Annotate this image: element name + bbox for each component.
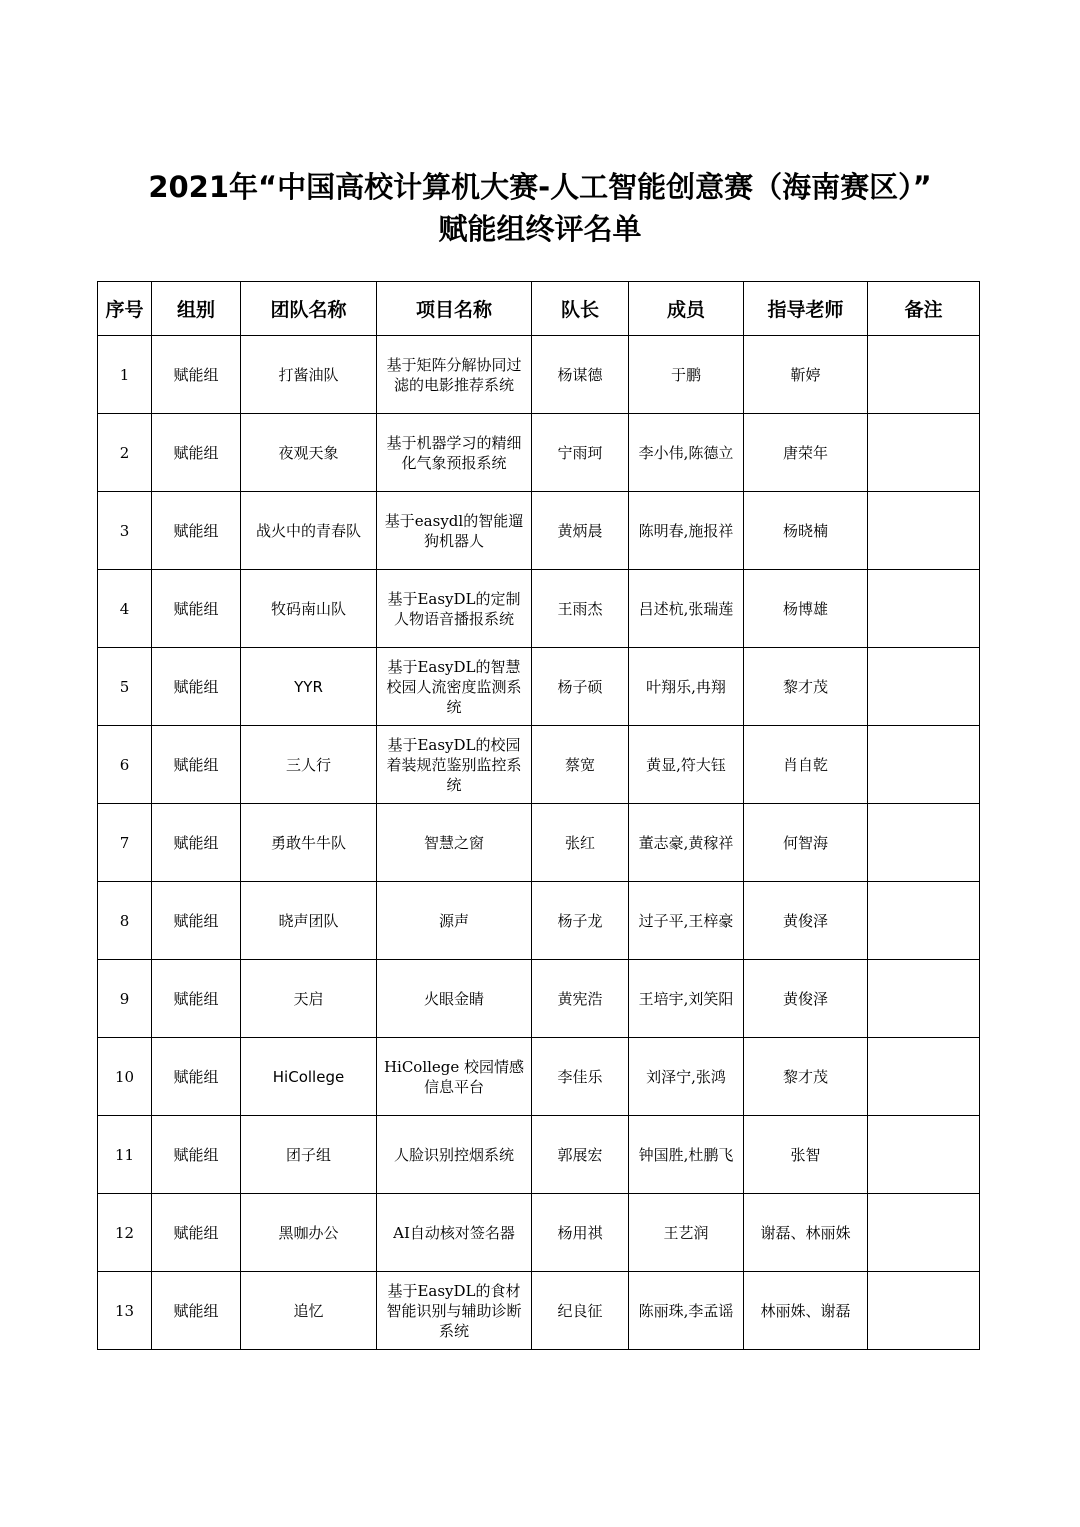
cell-project: 基于矩阵分解协同过滤的电影推荐系统 [377,336,532,414]
table-row [98,414,980,492]
cell-group: 赋能组 [152,570,241,648]
cell-advisor: 杨博雄 [744,570,868,648]
cell-remarks [868,804,980,882]
cell-members: 钟国胜,杜鹏飞 [629,1116,744,1194]
header-group: 组别 [152,282,241,336]
cell-project: 基于机器学习的精细化气象预报系统 [377,414,532,492]
header-seq: 序号 [98,282,152,336]
cell-group: 赋能组 [152,726,241,804]
cell-remarks [868,882,980,960]
table-row [98,882,980,960]
cell-members: 叶翔乐,冉翔 [629,648,744,726]
cell-team: 战火中的青春队 [241,492,377,570]
cell-remarks [868,1038,980,1116]
table-row [98,1116,980,1194]
cell-team: 三人行 [241,726,377,804]
cell-members: 于鹏 [629,336,744,414]
cell-captain: 黄炳晨 [532,492,629,570]
cell-remarks [868,414,980,492]
table-row [98,570,980,648]
cell-advisor: 张智 [744,1116,868,1194]
cell-seq: 10 [98,1038,152,1116]
cell-seq: 3 [98,492,152,570]
cell-members: 吕述杭,张瑞莲 [629,570,744,648]
cell-captain: 王雨杰 [532,570,629,648]
cell-group: 赋能组 [152,1116,241,1194]
cell-remarks [868,1272,980,1350]
table-row [98,1272,980,1350]
table-row [98,726,980,804]
cell-advisor: 黎才茂 [744,648,868,726]
cell-team: HiCollege [241,1038,377,1116]
header-remarks: 备注 [868,282,980,336]
cell-captain: 宁雨珂 [532,414,629,492]
cell-group: 赋能组 [152,414,241,492]
cell-members: 王培宇,刘笑阳 [629,960,744,1038]
cell-members: 过子平,王梓豪 [629,882,744,960]
cell-project: 基于EasyDL的校园着装规范鉴别监控系统 [377,726,532,804]
cell-captain: 杨子龙 [532,882,629,960]
cell-advisor: 肖自乾 [744,726,868,804]
table-row [98,648,980,726]
cell-project: 基于easydl的智能遛狗机器人 [377,492,532,570]
cell-captain: 杨谋德 [532,336,629,414]
table-row [98,492,980,570]
header-project: 项目名称 [377,282,532,336]
cell-advisor: 唐荣年 [744,414,868,492]
cell-members: 陈丽珠,李孟谣 [629,1272,744,1350]
cell-team: 黑咖办公 [241,1194,377,1272]
cell-project: 火眼金睛 [377,960,532,1038]
cell-remarks [868,648,980,726]
cell-members: 黄显,符大钰 [629,726,744,804]
cell-members: 刘泽宁,张鸿 [629,1038,744,1116]
cell-team: 追忆 [241,1272,377,1350]
cell-captain: 李佳乐 [532,1038,629,1116]
cell-seq: 1 [98,336,152,414]
cell-remarks [868,1194,980,1272]
cell-team: 夜观天象 [241,414,377,492]
cell-advisor: 林丽姝、谢磊 [744,1272,868,1350]
cell-advisor: 杨晓楠 [744,492,868,570]
cell-team: 勇敢牛牛队 [241,804,377,882]
table-row [98,804,980,882]
cell-remarks [868,336,980,414]
cell-group: 赋能组 [152,882,241,960]
cell-captain: 郭展宏 [532,1116,629,1194]
page-subtitle: 赋能组终评名单 [438,212,642,246]
page-title: 2021年“中国高校计算机大赛-人工智能创意赛（海南赛区）” [148,170,932,204]
cell-advisor: 靳婷 [744,336,868,414]
cell-captain: 杨子硕 [532,648,629,726]
cell-remarks [868,726,980,804]
cell-team: 牧码南山队 [241,570,377,648]
table-row [98,1194,980,1272]
table-row [98,960,980,1038]
cell-group: 赋能组 [152,336,241,414]
cell-project: 基于EasyDL的智慧校园人流密度监测系统 [377,648,532,726]
cell-project: 人脸识别控烟系统 [377,1116,532,1194]
table-row [98,1038,980,1116]
cell-team: YYR [241,648,377,726]
cell-members: 陈明春,施报祥 [629,492,744,570]
cell-remarks [868,570,980,648]
cell-remarks [868,1116,980,1194]
cell-group: 赋能组 [152,492,241,570]
cell-seq: 11 [98,1116,152,1194]
cell-seq: 13 [98,1272,152,1350]
cell-seq: 12 [98,1194,152,1272]
cell-advisor: 黄俊泽 [744,882,868,960]
header-advisor: 指导老师 [744,282,868,336]
cell-seq: 7 [98,804,152,882]
cell-advisor: 黎才茂 [744,1038,868,1116]
table-header-row [98,282,980,336]
roster-table [97,281,980,1350]
cell-members: 李小伟,陈德立 [629,414,744,492]
cell-advisor: 黄俊泽 [744,960,868,1038]
cell-members: 董志豪,黄稼祥 [629,804,744,882]
cell-project: HiCollege 校园情感信息平台 [377,1038,532,1116]
cell-team: 打酱油队 [241,336,377,414]
header-team: 团队名称 [241,282,377,336]
cell-captain: 蔡宽 [532,726,629,804]
cell-captain: 杨用祺 [532,1194,629,1272]
cell-group: 赋能组 [152,804,241,882]
cell-group: 赋能组 [152,648,241,726]
cell-captain: 张红 [532,804,629,882]
cell-captain: 纪良征 [532,1272,629,1350]
cell-seq: 8 [98,882,152,960]
table-row [98,336,980,414]
cell-team: 晓声团队 [241,882,377,960]
cell-project: 源声 [377,882,532,960]
table-body [98,336,980,1350]
cell-team: 团子组 [241,1116,377,1194]
cell-seq: 9 [98,960,152,1038]
cell-advisor: 谢磊、林丽姝 [744,1194,868,1272]
cell-seq: 6 [98,726,152,804]
cell-project: AI自动核对签名器 [377,1194,532,1272]
cell-seq: 5 [98,648,152,726]
cell-group: 赋能组 [152,960,241,1038]
header-members: 成员 [629,282,744,336]
cell-captain: 黄宪浩 [532,960,629,1038]
cell-group: 赋能组 [152,1194,241,1272]
cell-project: 智慧之窗 [377,804,532,882]
cell-members: 王艺润 [629,1194,744,1272]
header-captain: 队长 [532,282,629,336]
cell-remarks [868,492,980,570]
cell-project: 基于EasyDL的定制人物语音播报系统 [377,570,532,648]
cell-project: 基于EasyDL的食材智能识别与辅助诊断系统 [377,1272,532,1350]
cell-seq: 4 [98,570,152,648]
cell-group: 赋能组 [152,1272,241,1350]
cell-group: 赋能组 [152,1038,241,1116]
cell-seq: 2 [98,414,152,492]
cell-remarks [868,960,980,1038]
cell-team: 天启 [241,960,377,1038]
cell-advisor: 何智海 [744,804,868,882]
